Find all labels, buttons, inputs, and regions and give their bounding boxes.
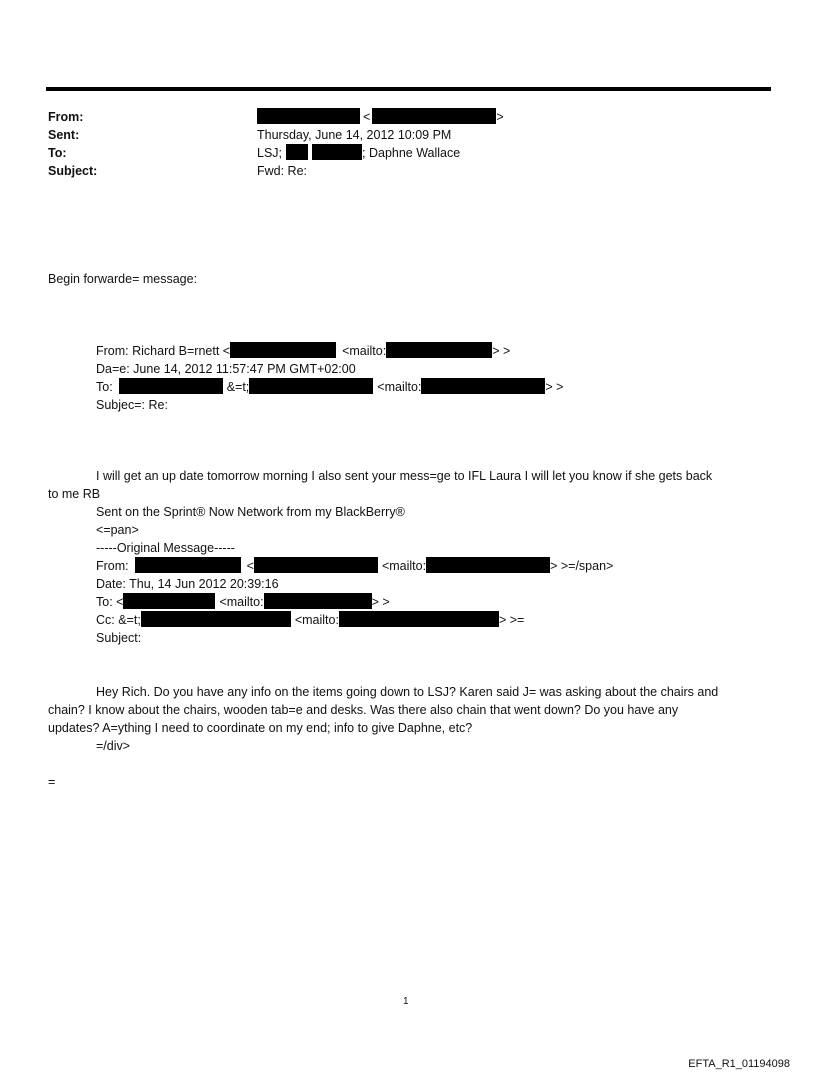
from-value: < > (257, 108, 504, 126)
redaction (141, 611, 291, 627)
fwd-to-line: To: &=t; <mailto: > > (96, 380, 564, 394)
from-label: From: (48, 110, 84, 124)
redaction (264, 593, 372, 609)
fwd-date-line: Da=e: June 14, 2012 11:57:47 PM GMT+02:00 (96, 362, 356, 376)
fwd-subject-line: Subjec=: Re: (96, 398, 168, 412)
bates-stamp: EFTA_R1_01194098 (688, 1058, 790, 1070)
orig-to-line: To: < <mailto: > > (96, 595, 390, 609)
redaction (123, 593, 215, 609)
begin-forwarded-line: Begin forwarde= message: (48, 272, 198, 286)
fwd-from-line: From: Richard B=rnett < <mailto: > > (96, 344, 511, 358)
page-number: 1 (403, 996, 409, 1007)
hey-line-3: updates? A=ything I need to coordinate on my end; info to give Daphne, etc? (48, 721, 473, 735)
redaction (339, 611, 499, 627)
div-close-line: =/div> (96, 739, 131, 753)
subject-label: Subject: (48, 164, 98, 178)
span-open-line: <=pan> (96, 523, 139, 537)
redaction (426, 557, 550, 573)
equals-line: = (48, 775, 56, 789)
hey-line-2: chain? I know about the chairs, wooden tab=e and desks. Was there also chain that went down? Do you have any (48, 703, 679, 717)
redaction (421, 378, 545, 394)
redaction (135, 557, 241, 573)
message-line-1: I will get an up date tomorrow morning I also sent your mess=ge to IFL Laura I will let you know if she gets back (96, 469, 713, 483)
sent-on-line: Sent on the Sprint® Now Network from my BlackBerry® (96, 505, 405, 519)
to-value: LSJ; ; Daphne Wallace (257, 146, 461, 160)
redaction (386, 342, 492, 358)
sent-label: Sent: (48, 128, 80, 142)
subject-value: Fwd: Re: (257, 164, 308, 178)
redaction (257, 108, 360, 124)
to-label: To: (48, 146, 67, 160)
original-message-line: -----Original Message----- (96, 541, 235, 555)
orig-from-line: From: < <mailto: > >=/span> (96, 559, 614, 573)
orig-cc-line: Cc: &=t; <mailto: > >= (96, 613, 525, 627)
redaction (312, 144, 362, 160)
orig-subject-line: Subject: (96, 631, 142, 645)
sent-value: Thursday, June 14, 2012 10:09 PM (257, 128, 452, 142)
redaction (119, 378, 223, 394)
redaction (372, 108, 496, 124)
redaction (249, 378, 373, 394)
message-line-2: to me RB (48, 487, 101, 501)
hey-line-1: Hey Rich. Do you have any info on the items going down to LSJ? Karen said J= was asking about the chairs and (96, 685, 719, 699)
redaction (286, 144, 308, 160)
header-rule (46, 87, 771, 91)
orig-date-line: Date: Thu, 14 Jun 2012 20:39:16 (96, 577, 279, 591)
redaction (254, 557, 378, 573)
redaction (230, 342, 336, 358)
